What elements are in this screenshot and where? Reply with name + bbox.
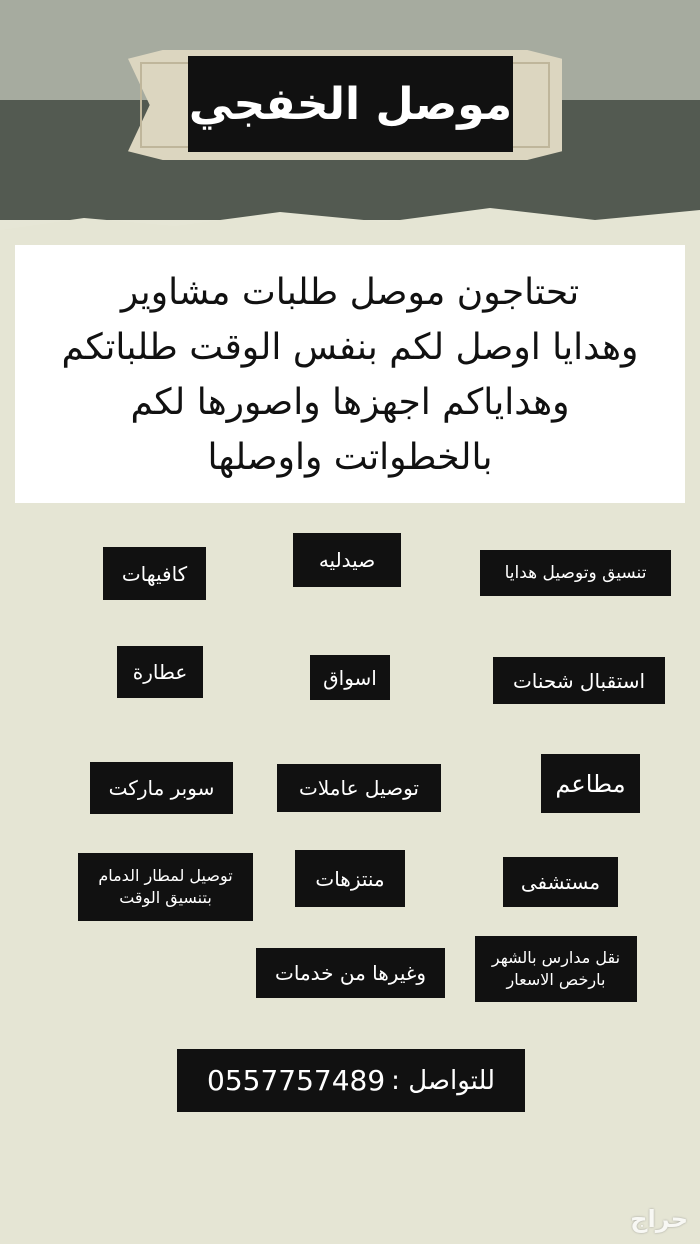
service-tag-hospital: مستشفى xyxy=(503,857,618,907)
contact-box xyxy=(177,1049,525,1112)
page-title: موصل الخفجي xyxy=(188,56,513,152)
service-tag-supermarket: سوبر ماركت xyxy=(90,762,233,814)
service-tag-gifts: تنسيق وتوصيل هدايا xyxy=(480,550,671,596)
service-tag-pharmacy: صيدليه xyxy=(293,533,401,587)
description-line: وهدايا اوصل لكم بنفس الوقت طلباتكم xyxy=(61,327,639,368)
service-tag-schools: نقل مدارس بالشهر بارخص الاسعار xyxy=(475,936,637,1002)
service-tag-perfumery: عطارة xyxy=(117,646,203,698)
contact-phone[interactable]: 0557757489 xyxy=(207,1064,386,1097)
description-line: تحتاجون موصل طلبات مشاوير xyxy=(120,272,580,313)
service-tag-shipments: استقبال شحنات xyxy=(493,657,665,704)
service-tag-parks: منتزهات xyxy=(295,850,405,907)
service-tag-restaurants: مطاعم xyxy=(541,754,640,813)
description-line: وهداياكم اجهزها واصورها لكم xyxy=(130,382,570,423)
description-line: بالخطواتت واوصلها xyxy=(207,437,493,478)
service-tag-workers: توصيل عاملات xyxy=(277,764,441,812)
watermark-logo: حراج xyxy=(630,1205,688,1233)
contact-label: للتواصل : xyxy=(391,1065,495,1096)
service-tag-airport: توصيل لمطار الدمام بتنسيق الوقت xyxy=(78,853,253,921)
service-tag-cafes: كافيهات xyxy=(103,547,206,600)
description-box xyxy=(15,245,685,503)
service-tag-markets: اسواق xyxy=(310,655,390,700)
service-tag-other: وغيرها من خدمات xyxy=(256,948,445,998)
